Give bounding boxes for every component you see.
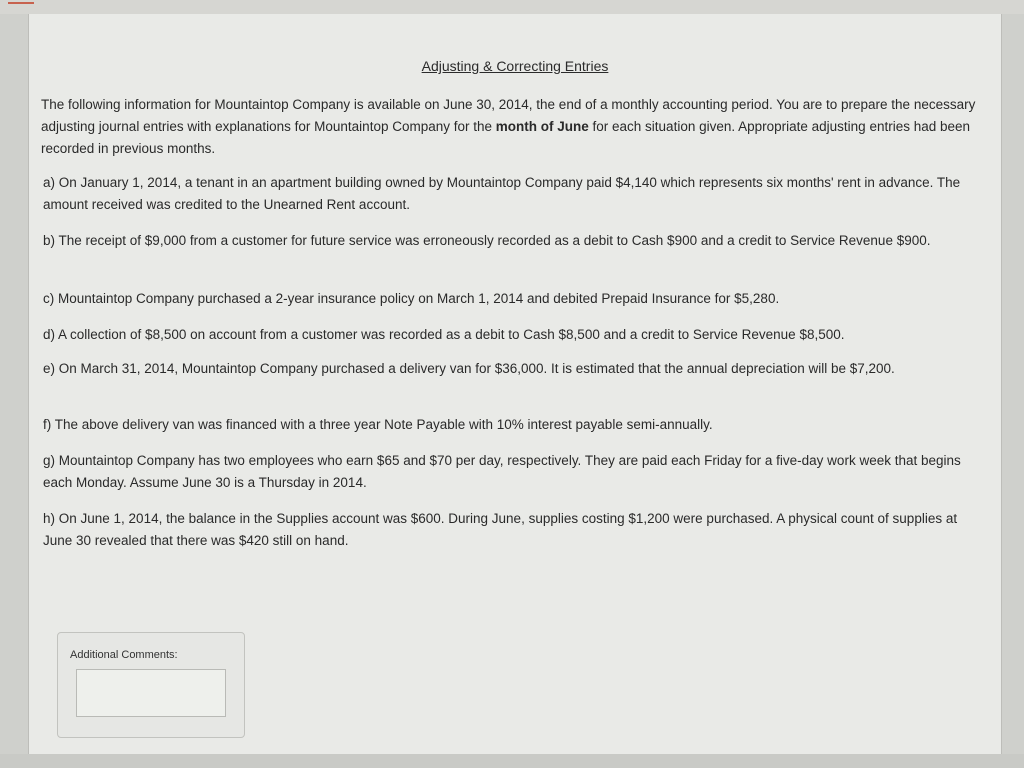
screen-bottom-edge [0,754,1024,768]
additional-comments-textarea[interactable] [76,669,226,717]
situation-g: g) Mountaintop Company has two employees who earn $65 and $70 per day, respectively. They are paid each Friday for a five-day work week that begins each Monday. Assume June 30 is a Thursday in 2014. [43,453,961,490]
intro-text-end: for each situation given. Appropriate adjusting entries had been recorded in previous months. [41,119,971,156]
intro-bold-period: month of June [495,119,589,134]
situation-f: f) The above delivery van was financed with a three year Note Payable with 10% interest payable semi-annually. [43,417,713,432]
additional-comments-label: Additional Comments: [70,649,178,661]
assignment-panel [28,14,1002,754]
additional-comments-panel [57,632,245,738]
situation-h: h) On June 1, 2014, the balance in the Supplies account was $600. During June, supplies costing $1,200 were purchased. A physical count of supplies at June 30 revealed that there was $420 still on hand. [43,511,958,548]
situation-c: c) Mountaintop Company purchased a 2-year insurance policy on March 1, 2014 and debited Prepaid Insurance for $5,280. [43,291,780,306]
intro-text-start: The following information for Mountaintop Company is available on June 30, 2014, the end of a monthly accounting period. You are to prepare the necessary adjusting journal entries with explanations for Mountaintop Company for the [41,97,976,134]
browser-top-bar [0,0,1024,14]
situation-a: a) On January 1, 2014, a tenant in an apartment building owned by Mountaintop Company paid $4,140 which represents six months' rent in advance. The amount received was credited to the Unearned Rent account. [43,175,961,212]
page-title: Adjusting & Correcting Entries [421,58,609,74]
situation-d: d) A collection of $8,500 on account from a customer was recorded as a debit to Cash $8,500 and a credit to Service Revenue $8,500. [43,327,845,342]
situation-b: b) The receipt of $9,000 from a customer for future service was erroneously recorded as a debit to Cash $900 and a credit to Service Revenue $900. [43,233,931,248]
top-accent-line [8,2,34,4]
intro-paragraph [41,94,981,160]
situation-e: e) On March 31, 2014, Mountaintop Company purchased a delivery van for $36,000. It is estimated that the annual depreciation will be $7,200. [43,361,895,376]
